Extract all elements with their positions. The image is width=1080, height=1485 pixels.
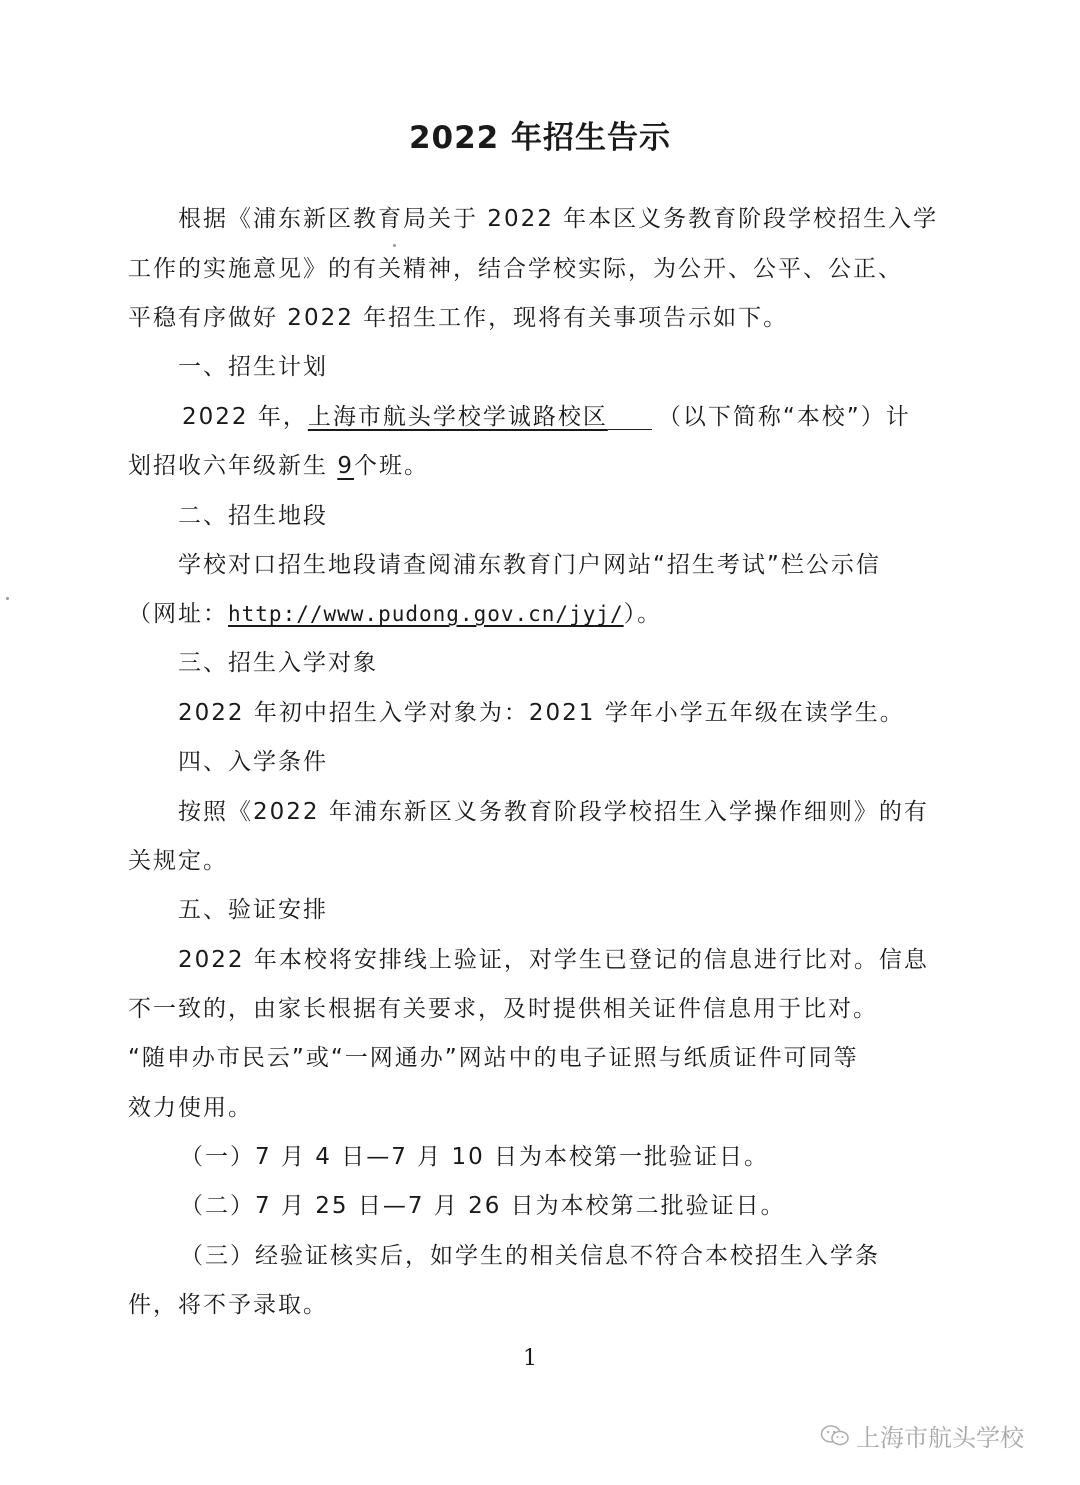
- school-name: 上海市航头学校学诚路校区: [307, 404, 608, 430]
- scan-speck: [393, 244, 396, 247]
- section2-text: 学校对口招生地段请查阅浦东教育门户网站“招生考试”栏公示信: [178, 552, 881, 578]
- page-title: 2022 年招生告示: [408, 120, 672, 156]
- url-prefix: （网址：: [128, 601, 228, 627]
- intro-line-3: 平稳有序做好 2022 年招生工作，现将有关事项告示如下。: [128, 305, 789, 331]
- watermark-text: 上海市航头学校: [856, 1424, 1024, 1452]
- section4-text-2: 关规定。: [128, 848, 228, 874]
- section2-heading: 二、招生地段: [178, 503, 328, 529]
- intro-line-2: 工作的实施意见》的有关精神，结合学校实际，为公开、公平、公正、: [128, 256, 903, 282]
- pudong-url-link[interactable]: http://www.pudong.gov.cn/jyj/: [228, 602, 624, 626]
- section4-text-1: 按照《2022 年浦东新区义务教育阶段学校招生入学操作细则》的有: [178, 799, 929, 825]
- section1-suffix: （以下简称“本校”）计: [657, 404, 911, 430]
- section1-line-1: [182, 402, 911, 432]
- section5-text-2: 不一致的，由家长根据有关要求，及时提供相关证件信息用于比对。: [128, 996, 878, 1022]
- section5-heading: 五、验证安排: [178, 897, 328, 923]
- section5-text-1: 2022 年本校将安排线上验证，对学生已登记的信息进行比对。信息: [178, 947, 929, 973]
- section2-url-line: [128, 599, 662, 629]
- section5-item-3-line-1: （三）经验证核实后，如学生的相关信息不符合本校招生入学条: [180, 1243, 880, 1269]
- section1-heading: 一、招生计划: [178, 354, 328, 380]
- section5-text-4: 效力使用。: [128, 1095, 253, 1121]
- underline-blank: [608, 407, 652, 430]
- section1-line-2: [128, 451, 429, 481]
- wechat-icon: [820, 1424, 850, 1448]
- section5-item-2: （二）7 月 25 日—7 月 26 日为本校第二批验证日。: [180, 1193, 786, 1219]
- url-suffix: ）。: [623, 601, 663, 627]
- section3-heading: 三、招生入学对象: [178, 650, 378, 676]
- scan-speck: [6, 597, 9, 600]
- class-count: 9: [337, 453, 354, 479]
- section4-heading: 四、入学条件: [178, 749, 328, 775]
- section5-text-3: “随申办市民云”或“一网通办”网站中的电子证照与纸质证件可同等: [128, 1045, 859, 1071]
- page-number: 1: [523, 1346, 537, 1371]
- intro-line-1: 根据《浦东新区教育局关于 2022 年本区义务教育阶段学校招生入学: [178, 206, 939, 232]
- section1-line2-suffix: 个班。: [353, 453, 429, 479]
- section1-year: 2022 年，: [182, 404, 308, 430]
- section5-item-3-line-2: 件，将不予录取。: [128, 1292, 328, 1318]
- watermark: [820, 1418, 1024, 1453]
- section5-item-1: （一）7 月 4 日—7 月 10 日为本校第一批验证日。: [180, 1144, 770, 1170]
- section1-line2-prefix: 划招收六年级新生: [128, 453, 338, 479]
- section3-text: 2022 年初中招生入学对象为：2021 学年小学五年级在读学生。: [178, 700, 905, 726]
